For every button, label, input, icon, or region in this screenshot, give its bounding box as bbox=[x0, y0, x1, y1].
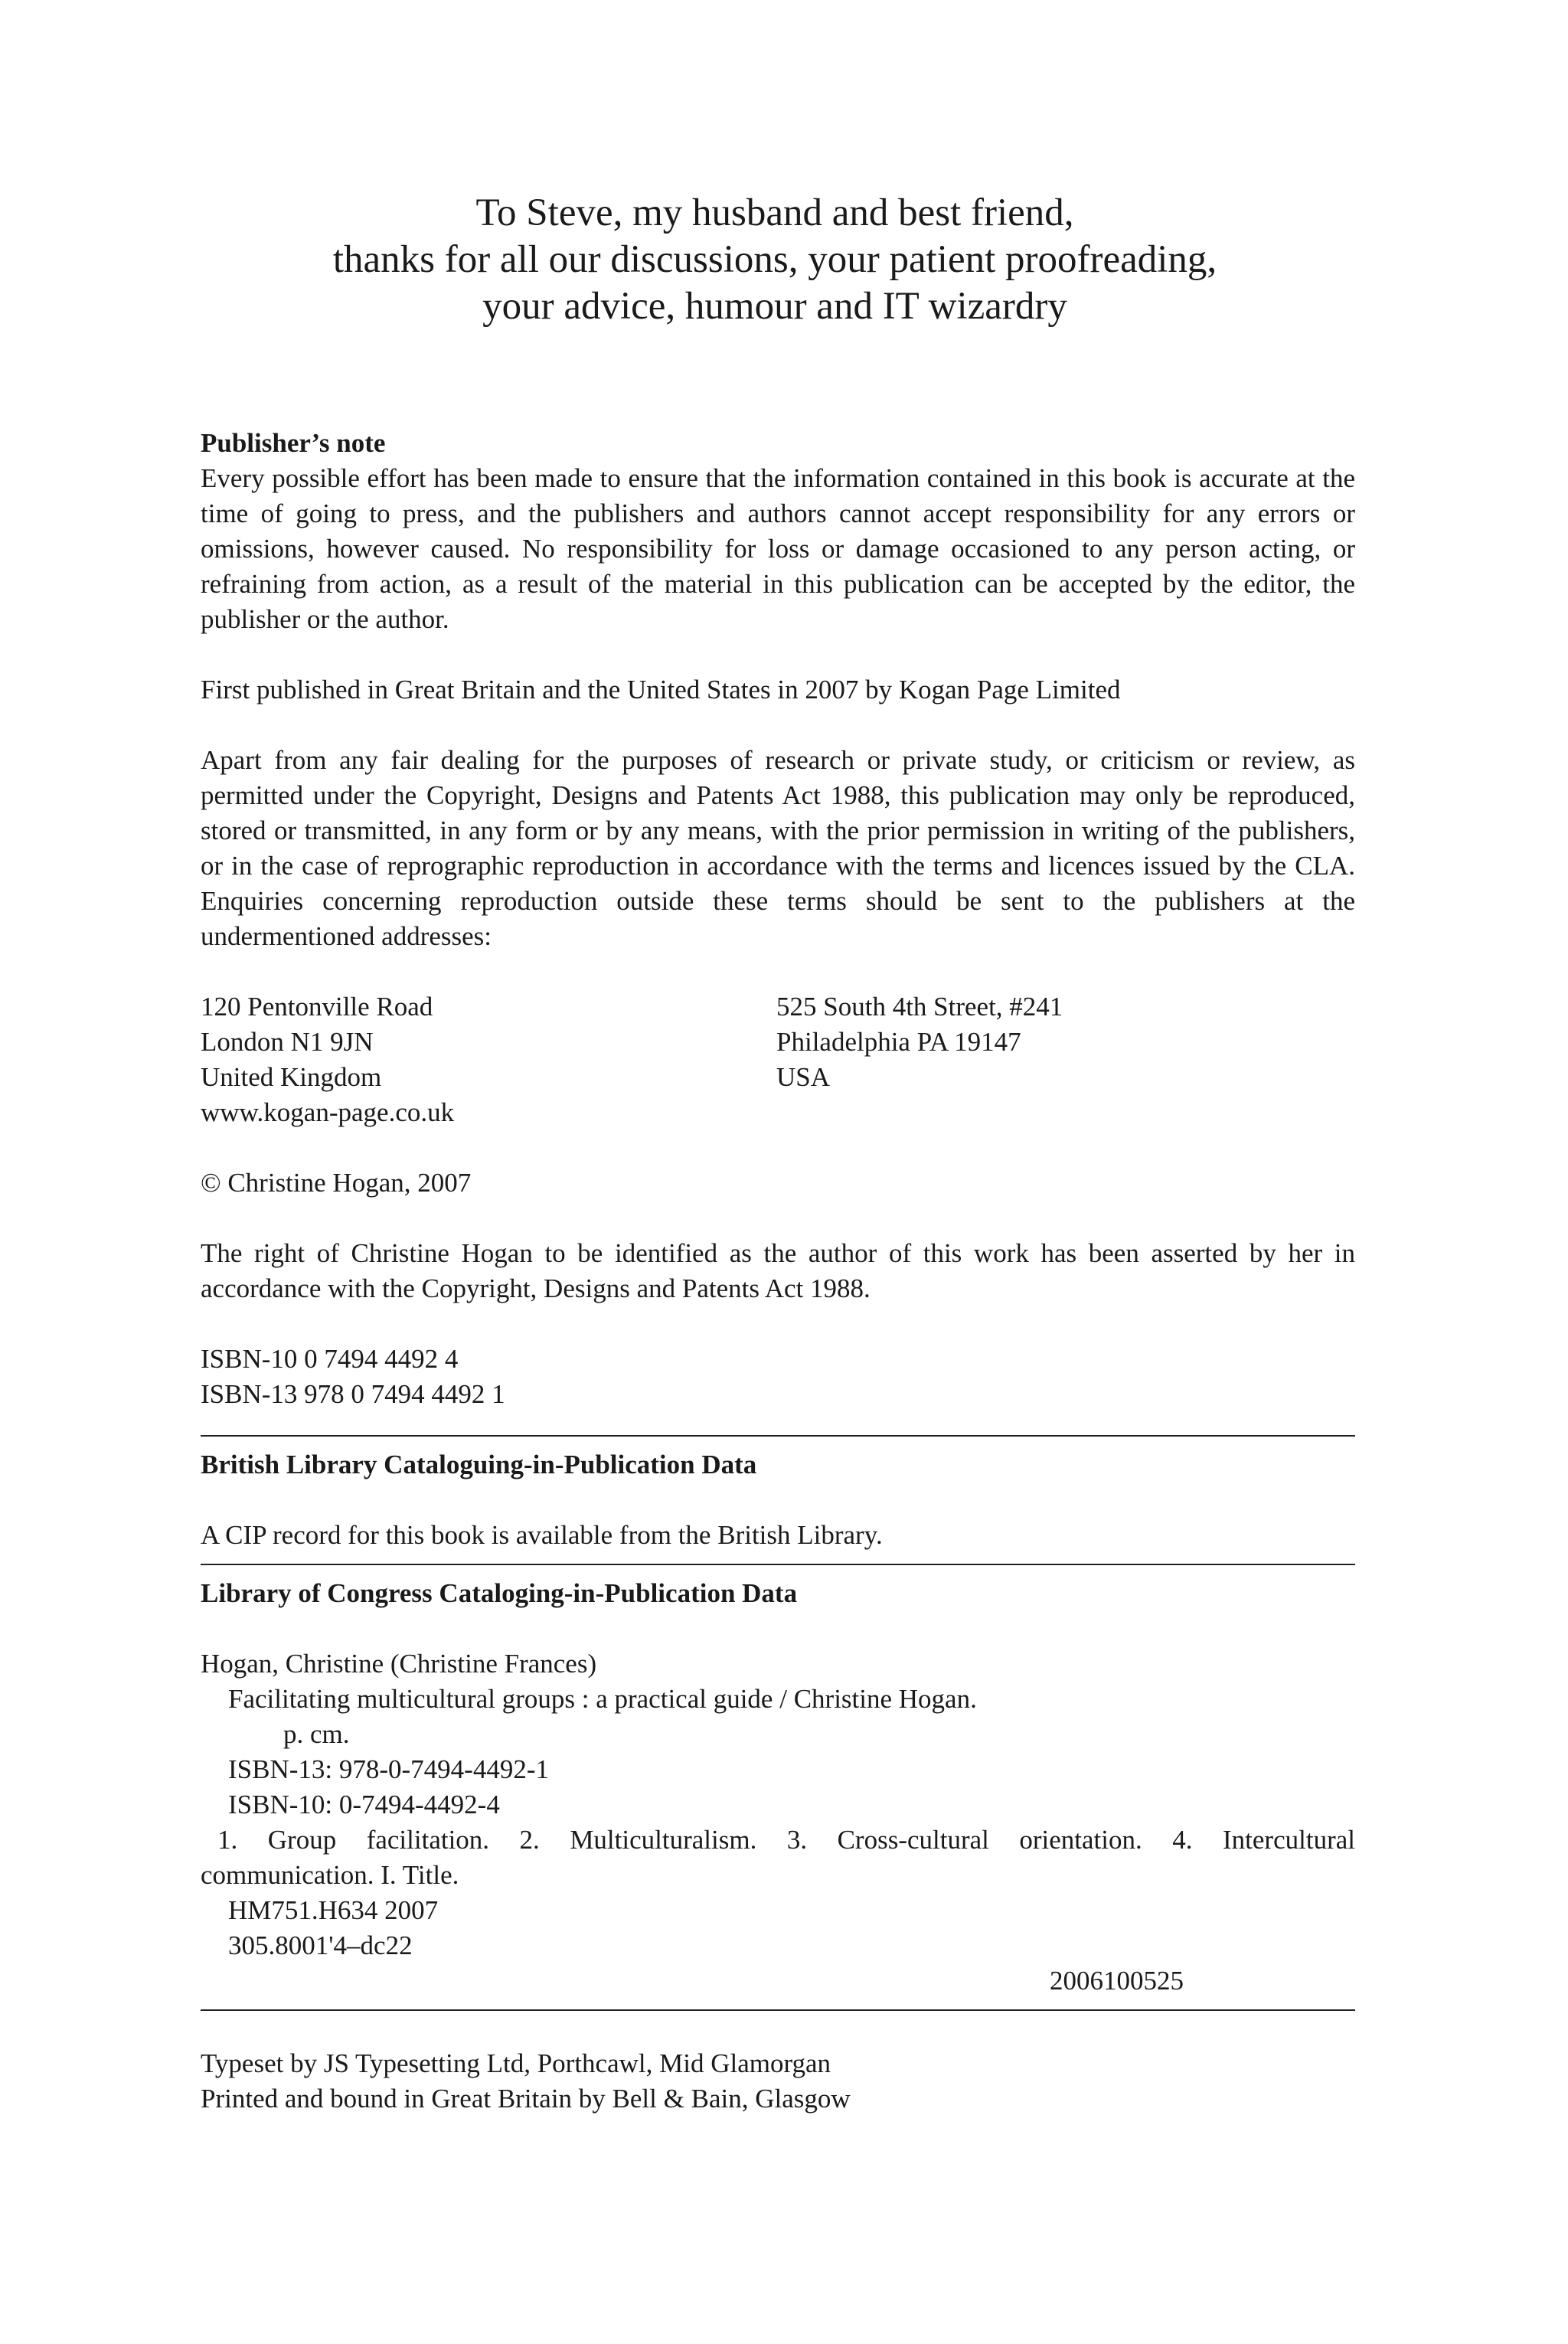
dedication-line-2: thanks for all our discussions, your patient proofreading, bbox=[332, 238, 1217, 281]
publishers-note-title: Publisher’s note bbox=[201, 428, 386, 458]
isbn-10: ISBN-10 0 7494 4492 4 bbox=[201, 1344, 459, 1374]
cip-pages: p. cm. bbox=[283, 1719, 350, 1749]
cip-subjects: 1. Group facilitation. 2. Multiculturalism. 3. Cross-cultural orientation. 4. Intercultural bbox=[217, 1825, 1355, 1855]
uk-address bbox=[201, 989, 776, 1130]
copyright-line: © Christine Hogan, 2007 bbox=[201, 1168, 472, 1198]
british-library-heading: British Library Cataloguing-in-Publication Data bbox=[201, 1450, 757, 1479]
library-of-congress-heading: Library of Congress Cataloging-in-Publication Data bbox=[201, 1578, 798, 1608]
cip-lccn: 2006100525 bbox=[1050, 1966, 1184, 1996]
us-address-line: USA bbox=[776, 1062, 831, 1092]
us-address-line: 525 South 4th Street, #241 bbox=[776, 992, 1063, 1022]
cip-title: Facilitating multicultural groups : a practical guide / Christine Hogan. bbox=[228, 1684, 977, 1714]
uk-address-line: London N1 9JN bbox=[201, 1027, 374, 1057]
dedication-line-1: To Steve, my husband and best friend, bbox=[475, 191, 1074, 234]
cip-author: Hogan, Christine (Christine Frances) bbox=[201, 1649, 597, 1679]
british-library-text: A CIP record for this book is available from the British Library. bbox=[201, 1520, 883, 1550]
cip-isbn-13: ISBN-13: 978-0-7494-4492-1 bbox=[228, 1754, 549, 1784]
printer-credit: Printed and bound in Great Britain by Bell & Bain, Glasgow bbox=[201, 2084, 851, 2114]
imprint-content bbox=[201, 426, 1355, 2117]
cip-dewey: 305.8001'4–dc22 bbox=[228, 1930, 413, 1960]
publisher-addresses bbox=[201, 989, 1355, 1130]
cip-isbn-10: ISBN-10: 0-7494-4492-4 bbox=[228, 1790, 500, 1819]
moral-rights-statement: The right of Christine Hogan to be identified as the author of this work has been asserted by her in accordance with the Copyright, Designs and Patents Act 1988. bbox=[201, 1238, 1355, 1303]
copyright-notice: Apart from any fair dealing for the purposes of research or private study, or criticism or review, as permitted under the Copyright, Designs and Patents Act 1988, this publication may only be reproduced, stored or transmitted, in any form or by any means, with the prior permission in writing of the publishers, or in the case of reprographic reproduction in accordance with the terms and licences issued by the CLA. Enquiries concerning reproduction outside these terms should be sent to the publishers at the undermentioned addresses: bbox=[201, 745, 1355, 951]
us-address-line: Philadelphia PA 19147 bbox=[776, 1027, 1021, 1057]
publishers-note-body: Every possible effort has been made to ensure that the information contained in this book is accurate at the time of going to press, and the publishers and authors cannot accept responsibility for any errors or omissions, however caused. No responsibility for loss or damage occasioned to any person acting, or refraining from action, as a result of the material in this publication can be accepted by the editor, the publisher or the author. bbox=[201, 463, 1355, 634]
dedication bbox=[201, 190, 1349, 330]
dedication-line-3: your advice, humour and IT wizardry bbox=[482, 285, 1067, 328]
publisher-website: www.kogan-page.co.uk bbox=[201, 1097, 455, 1127]
isbn-13: ISBN-13 978 0 7494 4492 1 bbox=[201, 1379, 505, 1409]
first-published-line: First published in Great Britain and the United States in 2007 by Kogan Page Limited bbox=[201, 675, 1121, 705]
us-address bbox=[776, 989, 1352, 1130]
cip-subjects-continued: communication. I. Title. bbox=[201, 1860, 459, 1890]
cip-call-number: HM751.H634 2007 bbox=[228, 1895, 439, 1925]
typeset-credit: Typeset by JS Typesetting Ltd, Porthcawl, Mid Glamorgan bbox=[201, 2048, 831, 2078]
uk-address-line: 120 Pentonville Road bbox=[201, 992, 433, 1022]
uk-address-line: United Kingdom bbox=[201, 1062, 382, 1092]
